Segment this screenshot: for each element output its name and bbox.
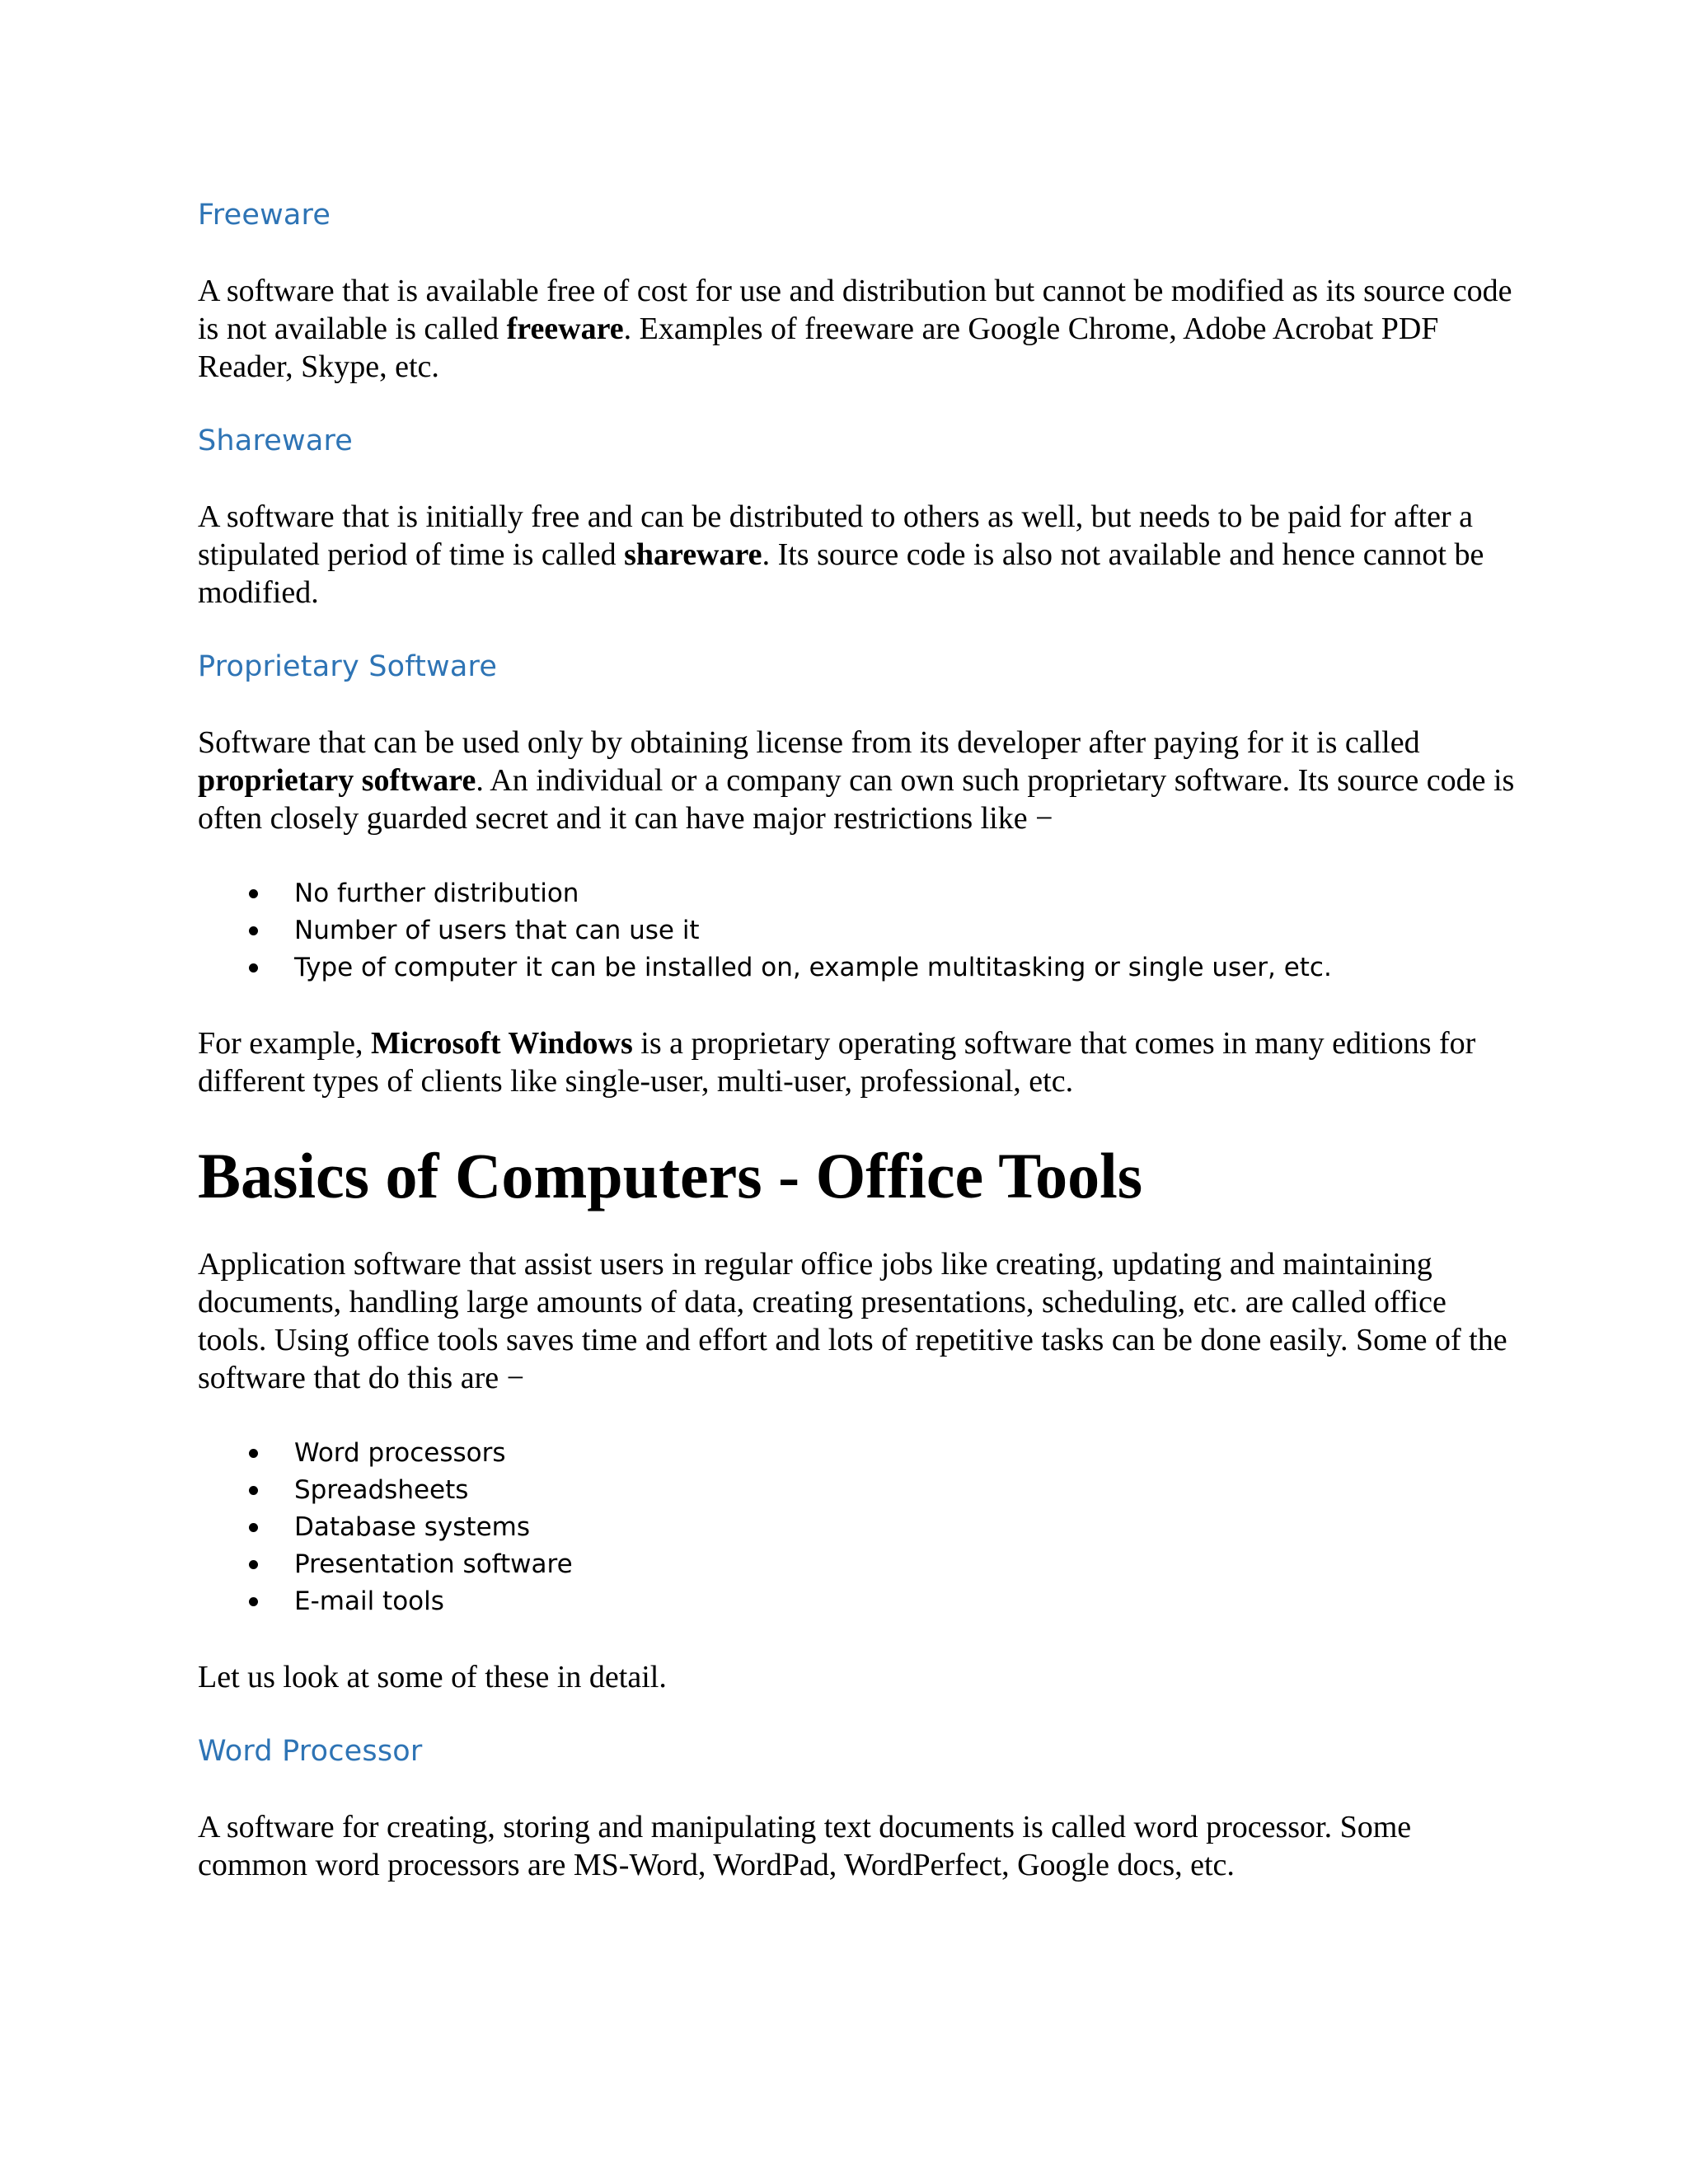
list-item — [198, 1435, 1517, 1472]
list-item-text: Presentation software — [294, 1549, 573, 1579]
list-item — [198, 1546, 1517, 1583]
list-item — [198, 1583, 1517, 1620]
list-item — [198, 1509, 1517, 1546]
shareware-text-pre: A software that is initially free and can be distributed to others as well, but needs to be paid for after a stipulated period of time is called — [198, 499, 1473, 572]
bullet-icon — [249, 889, 258, 898]
bullet-icon — [249, 1449, 258, 1458]
bullet-icon — [249, 1523, 258, 1532]
freeware-text-post: . Examples of freeware are Google Chrome, Adobe Acrobat PDF Reader, Skype, etc. — [198, 312, 1439, 384]
paragraph-word-processor: A software for creating, storing and manipulating text documents is called word processor. Some common word processors are MS-Word, WordPad, WordPerfect, Google docs, etc. — [198, 1810, 1412, 1882]
heading-shareware: Shareware — [198, 424, 354, 457]
example-term: Microsoft Windows — [371, 1026, 633, 1061]
document-page — [198, 198, 1517, 1922]
list-item-text: No further distribution — [294, 879, 579, 908]
paragraph-freeware — [198, 272, 1517, 386]
list-item-text: Spreadsheets — [294, 1475, 469, 1505]
list-item-text: Type of computer it can be installed on, example multitasking or single user, etc. — [294, 953, 1332, 982]
heading-freeware: Freeware — [198, 199, 331, 232]
heading-word-processor: Word Processor — [198, 1735, 423, 1768]
paragraph-office-outro: Let us look at some of these in detail. — [198, 1660, 667, 1694]
page-title: Basics of Computers - Office Tools — [198, 1140, 1143, 1212]
list-item — [198, 949, 1517, 987]
paragraph-proprietary — [198, 724, 1517, 837]
list-item — [198, 912, 1517, 949]
list-item-text: Word processors — [294, 1438, 506, 1468]
proprietary-text-post: . An individual or a company can own such proprietary software. Its source code is often closely guarded secret and it can have major restrictions like − — [198, 763, 1515, 836]
bullet-icon — [249, 926, 258, 935]
example-text-post: is a proprietary operating software that comes in many editions for different types of clients like single-user, multi-user, professional, etc. — [198, 1026, 1476, 1099]
bullet-icon — [249, 1486, 258, 1495]
list-item — [198, 1472, 1517, 1509]
freeware-term: freeware — [506, 312, 624, 346]
office-tools-list — [198, 1435, 1517, 1620]
shareware-text-post: . Its source code is also not available and hence cannot be modified. — [198, 537, 1484, 610]
bullet-icon — [249, 1560, 258, 1569]
proprietary-text-pre: Software that can be used only by obtaining license from its developer after paying for it is called — [198, 725, 1420, 760]
paragraph-shareware — [198, 498, 1517, 612]
example-text-pre: For example, — [198, 1026, 372, 1061]
list-item — [198, 875, 1517, 912]
heading-proprietary-software: Proprietary Software — [198, 650, 498, 683]
list-item-text: Database systems — [294, 1512, 530, 1542]
bullet-icon — [249, 1597, 258, 1606]
paragraph-windows-example — [198, 1024, 1517, 1100]
proprietary-term: proprietary software — [198, 763, 476, 798]
shareware-term: shareware — [624, 537, 762, 572]
paragraph-office-intro: Application software that assist users in regular office jobs like creating, updating and maintaining documents, handling large amounts of data, creating presentations, scheduling, etc. are called office tools. Using office tools saves time and effort and lots of repetitive tasks can be done easily. Some of the software that do this are − — [198, 1247, 1507, 1395]
list-item-text: E-mail tools — [294, 1586, 444, 1616]
restrictions-list — [198, 875, 1517, 987]
freeware-text-pre: A software that is available free of cost for use and distribution but cannot be modified as its source code is not available is called — [198, 274, 1512, 346]
bullet-icon — [249, 963, 258, 972]
list-item-text: Number of users that can use it — [294, 916, 700, 945]
